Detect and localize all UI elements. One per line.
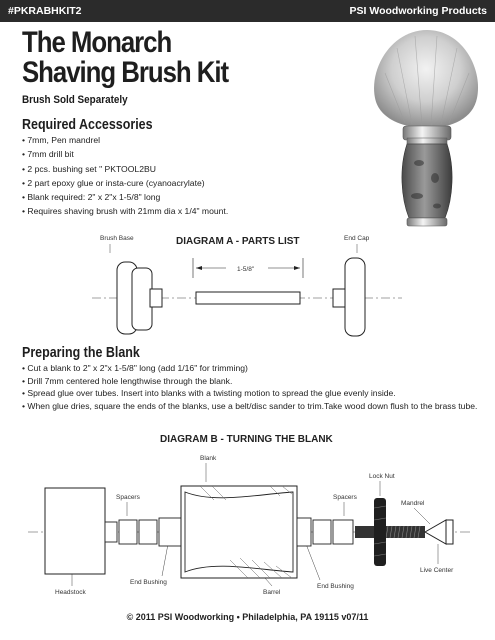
blank-part: [181, 486, 297, 578]
list-item: • Requires shaving brush with 21mm dia x 1/4" mount.: [22, 204, 228, 218]
spacer-left-2: [119, 520, 137, 544]
spacer-right-2: [333, 520, 353, 544]
live-center-label: Live Center: [420, 567, 454, 574]
dimension-label: 1-5/8": [237, 266, 255, 273]
end-cap-part: [345, 258, 365, 336]
footer: © 2011 PSI Woodworking • Philadelphia, PA 19115 v07/11: [126, 612, 369, 622]
lock-nut-label: Lock Nut: [369, 473, 395, 480]
diagram-a-parts-list: [0, 228, 495, 353]
diagram-b-drawing: [0, 432, 495, 607]
list-item: • When glue dries, square the ends of the blanks, use a belt/disc sander to trim.Take wood down flush to the brass tube.: [22, 400, 482, 413]
barrel-label: Barrel: [263, 589, 281, 596]
mandrel-leader: [414, 508, 430, 524]
end-cap-label: End Cap: [344, 235, 370, 242]
dimension-arrow-right: [294, 266, 300, 270]
list-item: • 2 part epoxy glue or insta-cure (cyanoacrylate): [22, 176, 228, 190]
spacer-right-1: [313, 520, 331, 544]
brush-base-tenon: [150, 289, 162, 307]
mandrel-label: Mandrel: [401, 500, 425, 507]
end-bushing-right-leader: [306, 544, 320, 580]
preparing-list: [22, 362, 482, 412]
list-item: • Drill 7mm centered hole lengthwise through the blank.: [22, 375, 482, 388]
spacers-left-label: Spacers: [116, 494, 140, 501]
brand-label: PSI Woodworking Products: [349, 5, 487, 17]
shaving-brush-illustration: [367, 28, 485, 228]
headstock-part: [45, 488, 105, 574]
preparing-heading: Preparing the Blank: [22, 345, 140, 361]
dimension-arrow-left: [196, 266, 202, 270]
brush-base-label: Brush Base: [100, 235, 134, 242]
spacers-right-label: Spacers: [333, 494, 357, 501]
end-bushing-right-label: End Bushing: [317, 583, 354, 590]
page-title: [22, 28, 349, 88]
headstock-label: Headstock: [55, 589, 86, 596]
title-line-1: The Monarch: [22, 26, 172, 59]
required-accessories-heading: Required Accessories: [22, 117, 153, 133]
diagram-a-title: DIAGRAM A - PARTS LIST: [176, 236, 300, 247]
subtitle: Brush Sold Separately: [22, 94, 128, 106]
end-bushing-right: [297, 518, 311, 546]
blank-label: Blank: [200, 455, 217, 462]
list-item: • 7mm drill bit: [22, 147, 228, 161]
end-bushing-left: [159, 518, 181, 546]
header-bar: [0, 0, 495, 22]
list-item: • Cut a blank to 2" x 2"x 1-5/8" long (add 1/16" for trimming): [22, 362, 482, 375]
spacer-left-3: [139, 520, 157, 544]
spacer-left-1: [105, 522, 117, 542]
required-accessories-list: [22, 133, 228, 219]
live-center-cone: [425, 520, 446, 544]
list-item: • Blank required: 2" x 2"x 1-5/8" long: [22, 190, 228, 204]
live-center-body: [446, 520, 453, 544]
diagram-b-turning-the-blank: [0, 432, 495, 612]
title-line-2: Shaving Brush Kit: [22, 56, 229, 89]
end-bushing-left-leader: [162, 544, 168, 576]
diagram-b-title: DIAGRAM B - TURNING THE BLANK: [160, 434, 333, 445]
list-item: • 7mm, Pen mandrel: [22, 133, 228, 147]
sku-label: #PKRABHKIT2: [8, 5, 82, 17]
brush-base-rim: [132, 268, 152, 330]
list-item: • 2 pcs. bushing set " PKTOOL2BU: [22, 162, 228, 176]
barrel-tube: [196, 292, 300, 304]
list-item: • Spread glue over tubes. Insert into blanks with a twisting motion to spread the glue evenly inside.: [22, 387, 482, 400]
end-bushing-left-label: End Bushing: [130, 579, 167, 586]
